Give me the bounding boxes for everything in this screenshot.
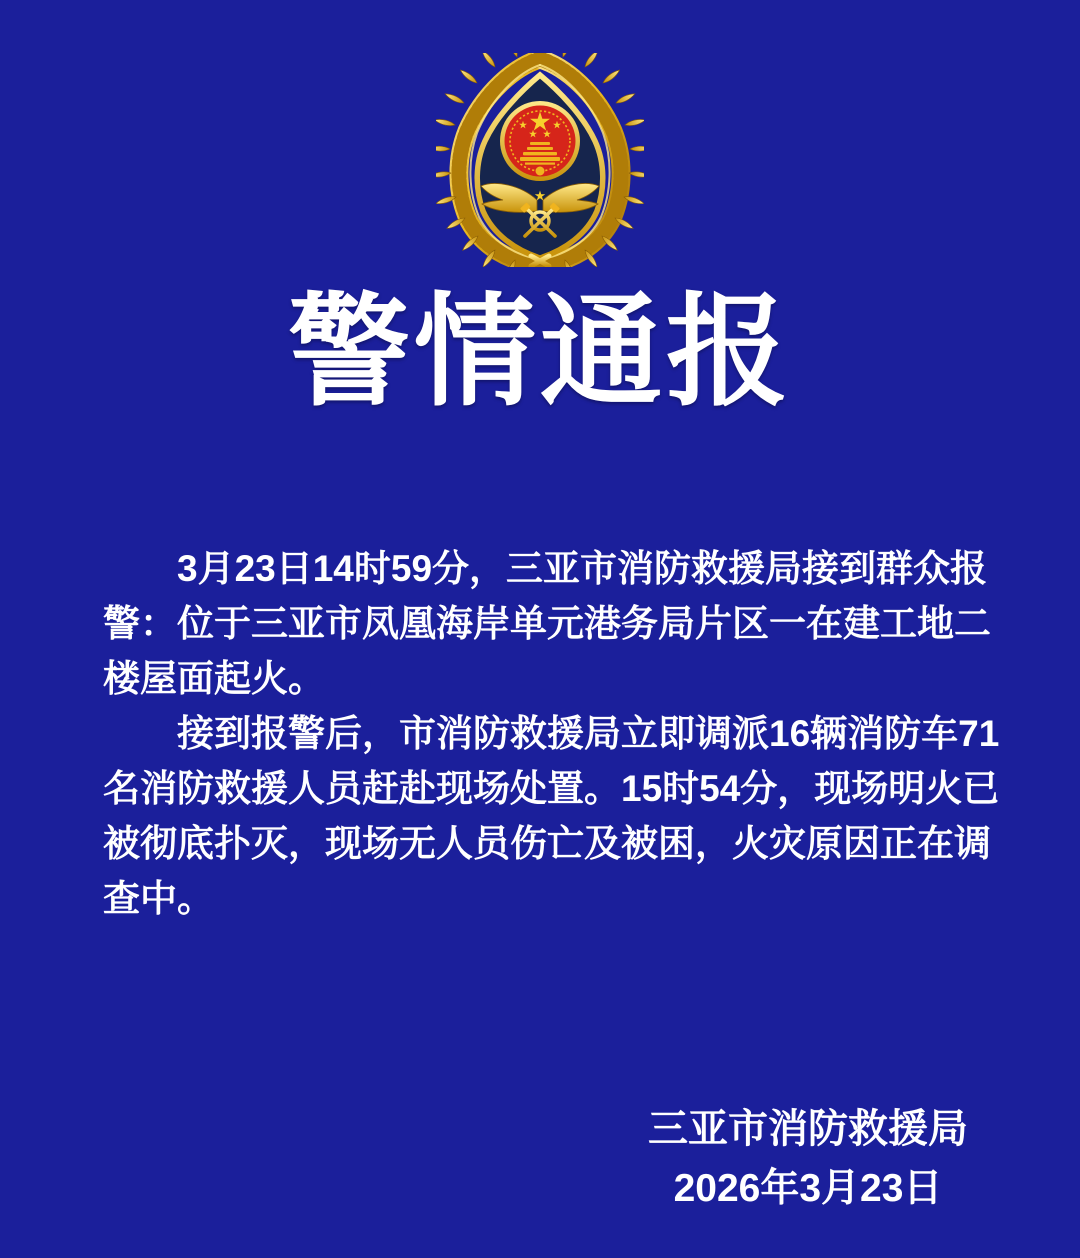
notice-paragraph-1: 3月23日14时59分，三亚市消防救援局接到群众报警：位于三亚市凤凰海岸单元港务局片区一在建工地二楼屋面起火。 (103, 548, 991, 699)
page-title: 警情通报 (288, 286, 792, 421)
signature-agency: 三亚市消防救援局 (648, 1107, 968, 1151)
notice-paragraph-2: 接到报警后，市消防救援局立即调派16辆消防车71名消防救援人员赶赴现场处置。15时54分，现场明火已被彻底扑灭，现场无人员伤亡及被困，火灾原因正在调查中。 (103, 713, 1000, 919)
notice-body (103, 541, 1003, 926)
signature-block (648, 1100, 968, 1220)
signature-date: 2026年3月23日 (673, 1167, 943, 1210)
national-emblem (500, 101, 580, 181)
fire-rescue-emblem-icon (436, 53, 644, 267)
